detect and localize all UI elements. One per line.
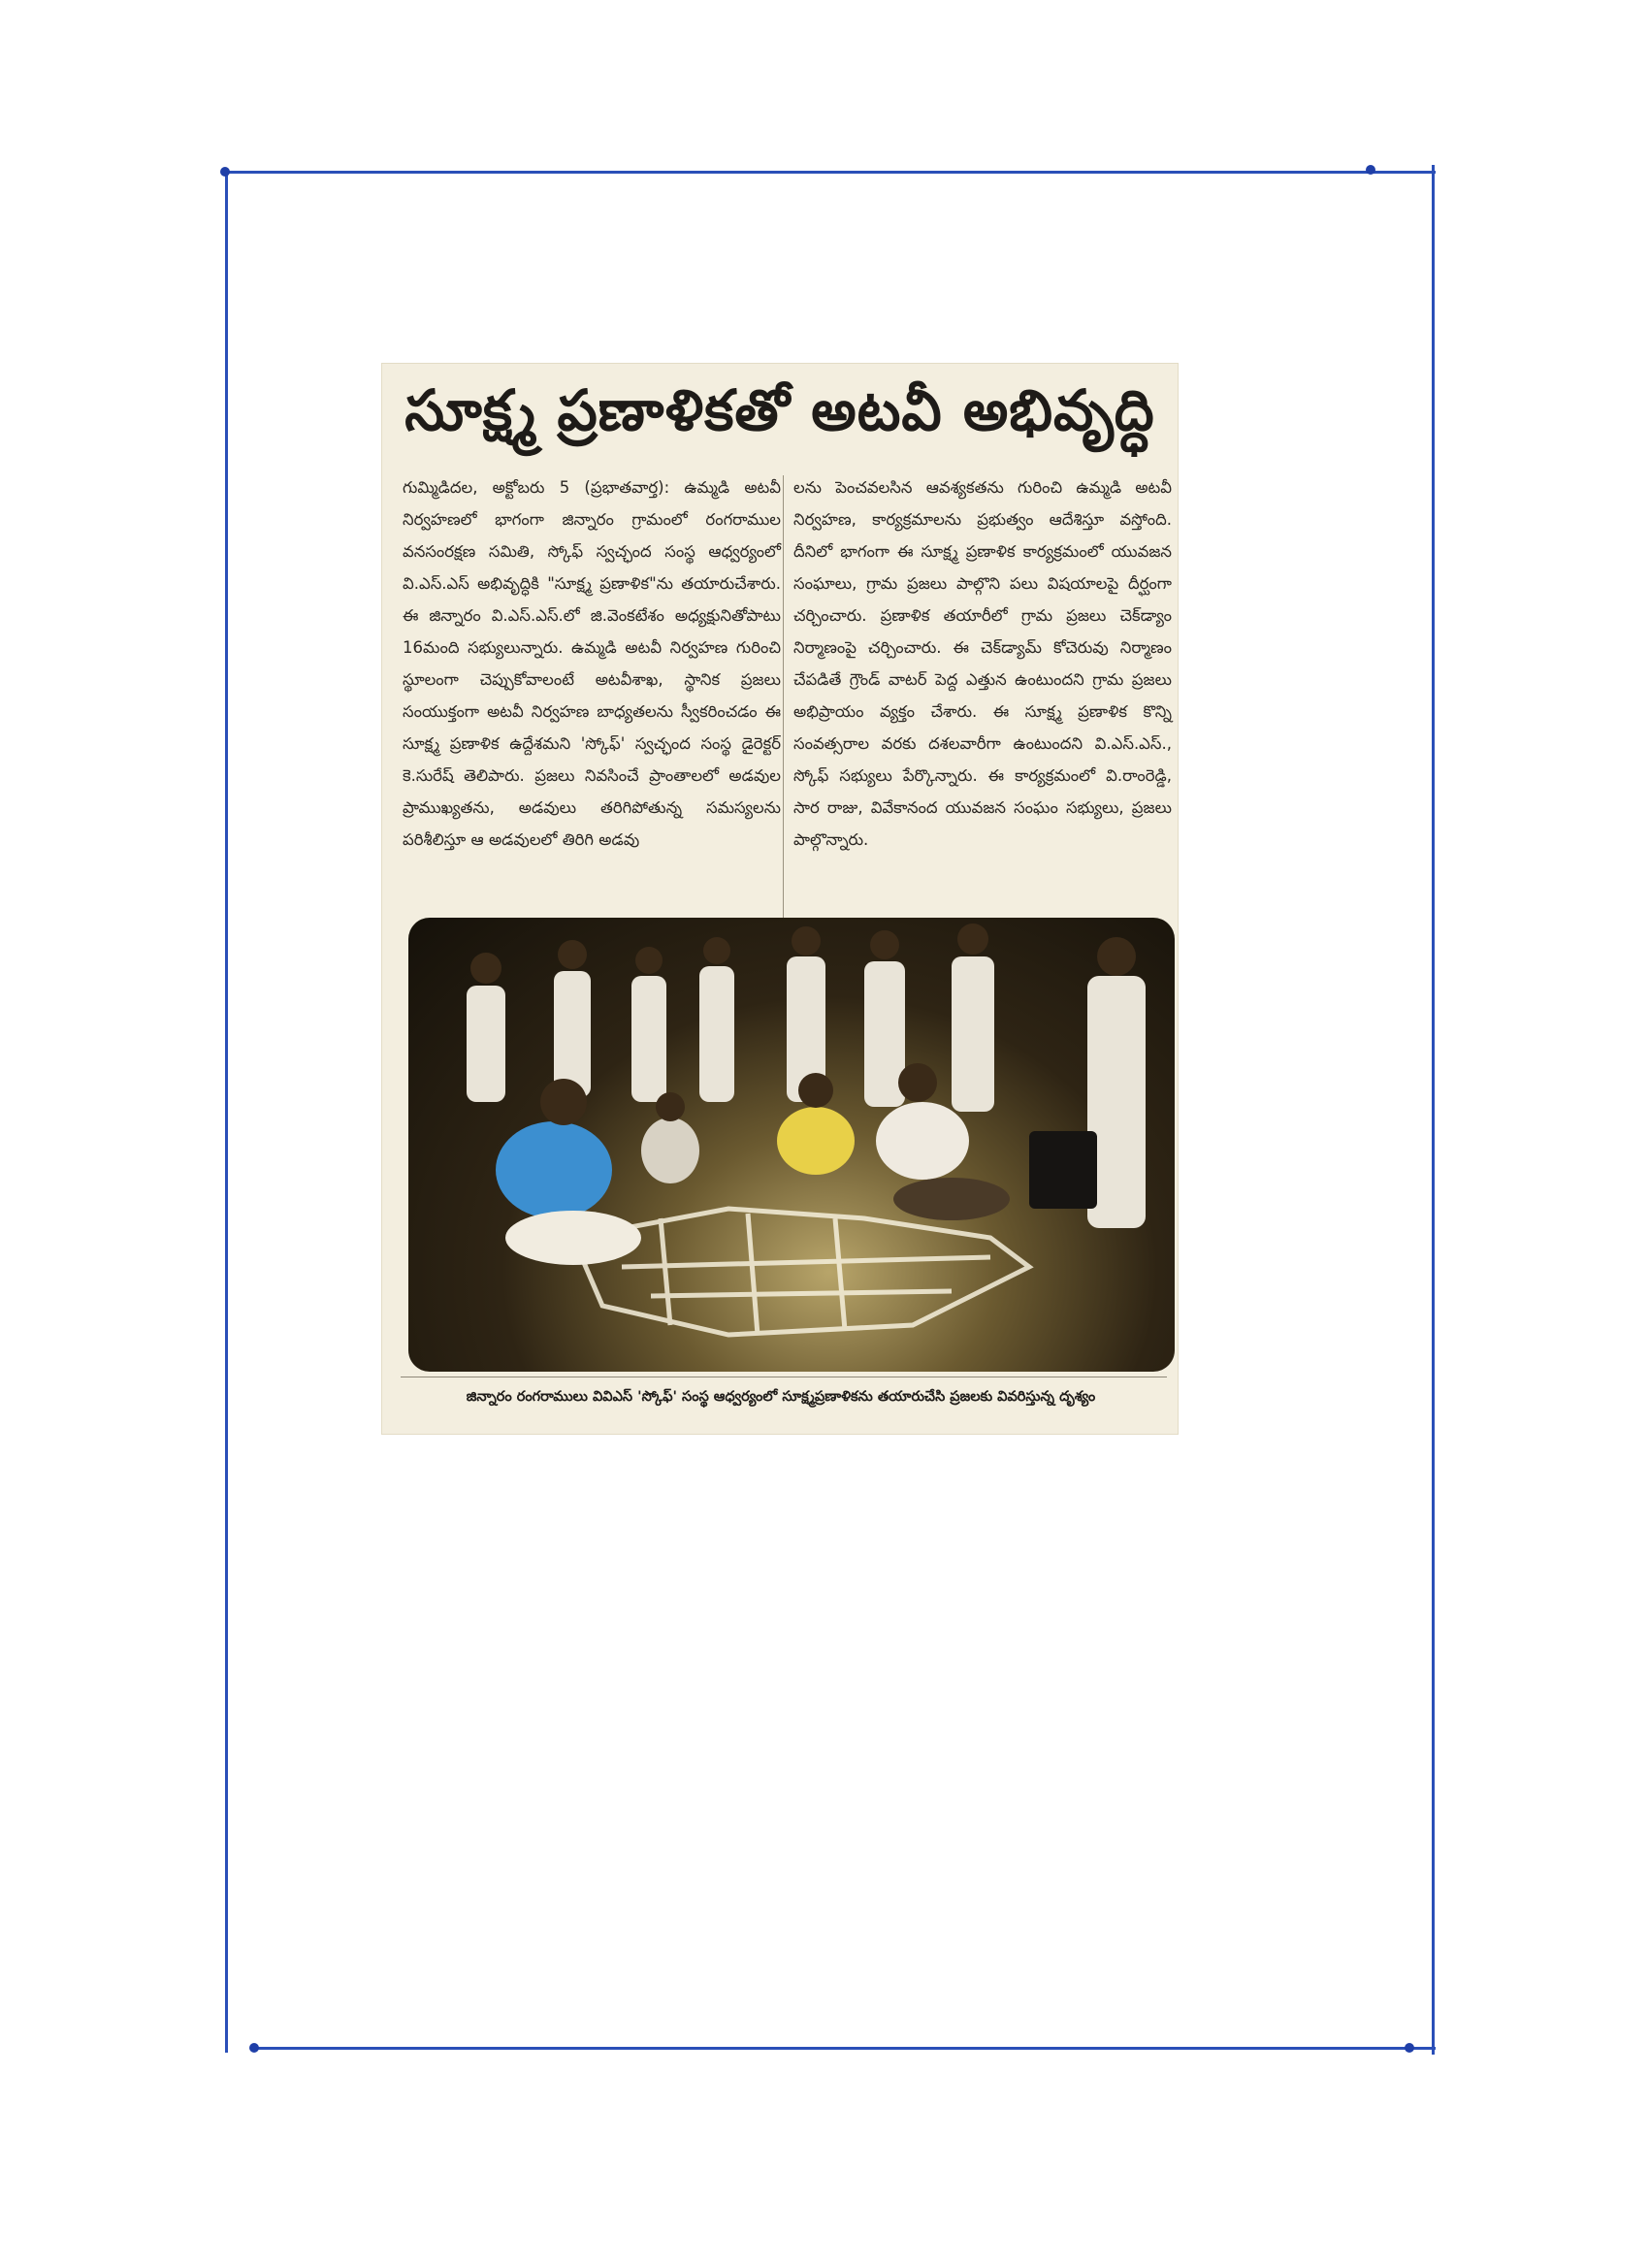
article-column-right: లను పెంచవలసిన ఆవశ్యకతను గురించి ఉమ్మడి అటవీ నిర్వహణ, కార్యక్రమాలను ప్రభుత్వం ఆదేశిస్తూ వస్తోంది. దీనిలో భాగంగా ఈ సూక్ష్మ ప్రణాళిక కార్యక్రమంలో యువజన సంఘాలు, గ్రామ ప్రజలు పాల్గొని పలు విషయాలపై దీర్ఘంగా చర్చించారు. ప్రణాళిక తయారీలో గ్రామ ప్రజలు చెక్‌డ్యాం నిర్మాణంపై చర్చించారు. ఈ చెక్‌డ్యామ్ కోచెరువు నిర్మాణం చేపడితే గ్రౌండ్ వాటర్ పెద్ద ఎత్తున ఉంటుందని గ్రామ ప్రజలు అభిప్రాయం వ్యక్తం చేశారు. ఈ సూక్ష్మ ప్రణాళిక కొన్ని సంవత్సరాల వరకు దశలవారీగా ఉంటుందని వి.ఎస్.ఎస్., స్కోఫ్ సభ్యులు పేర్కొన్నారు. ఈ కార్యక్రమంలో వి.రాంరెడ్డి, సార రాజు, వివేకానంద యువజన సంఘం సభ్యులు, ప్రజలు పాల్గొన్నారు. xyxy=(793,478,1172,849)
photo-caption: జిన్నారం రంగరాములు వివిఎస్ 'స్కోఫ్' సంస్థ ఆధ్వర్యంలో సూక్ష్మప్రణాళికను తయారుచేసి ప్రజలకు వివరిస్తున్న దృశ్యం xyxy=(466,1389,1096,1405)
frame-corner-dot xyxy=(220,167,230,177)
chalk-map-drawing xyxy=(573,1209,1029,1335)
frame-corner-dot xyxy=(1366,165,1375,175)
frame-corner-dot xyxy=(1405,2043,1414,2053)
bag xyxy=(1029,1131,1097,1209)
newspaper-clipping xyxy=(381,363,1179,1435)
frame-bottom xyxy=(254,2047,1436,2050)
news-photo xyxy=(408,918,1175,1372)
frame-right xyxy=(1432,165,1435,2055)
frame-left xyxy=(225,171,228,2053)
headline: సూక్ష్మ ప్రణాళికతో అటవీ అభివృద్ధి xyxy=(404,376,1155,443)
photo-illustration xyxy=(408,918,1175,1372)
article-column-left: గుమ్మిడిదల, అక్టోబరు 5 (ప్రభాతవార్త): ఉమ్మడి అటవీ నిర్వహణలో భాగంగా జిన్నారం గ్రామంలో రంగరాముల వనసంరక్షణ సమితి, స్కోఫ్ స్వచ్ఛంద సంస్థ ఆధ్వర్యంలో వి.ఎస్.ఎస్ అభివృద్ధికి "సూక్ష్మ ప్రణాళిక"ను తయారుచేశారు. ఈ జిన్నారం వి.ఎస్.ఎస్.లో జి.వెంకటేశం అధ్యక్షునితోపాటు 16మంది సభ్యులున్నారు. ఉమ్మడి అటవీ నిర్వహణ గురించి స్థూలంగా చెప్పుకోవాలంటే అటవీశాఖ, స్థానిక ప్రజలు సంయుక్తంగా అటవీ నిర్వహణ బాధ్యతలను స్వీకరించడం ఈ సూక్ష్మ ప్రణాళిక ఉద్దేశమని 'స్కోఫ్' స్వచ్ఛంద సంస్థ డైరెక్టర్ కె.సురేష్ తెలిపారు. ప్రజలు నివసించే ప్రాంతాలలో అడవుల ప్రాముఖ్యతను, అడవులు తరిగిపోతున్న సమస్యలను పరిశీలిస్తూ ఆ అడవులలో తిరిగి అడవు xyxy=(403,478,781,849)
frame-corner-dot xyxy=(249,2043,259,2053)
crouching-people xyxy=(496,1063,1010,1265)
frame-top xyxy=(225,171,1436,174)
